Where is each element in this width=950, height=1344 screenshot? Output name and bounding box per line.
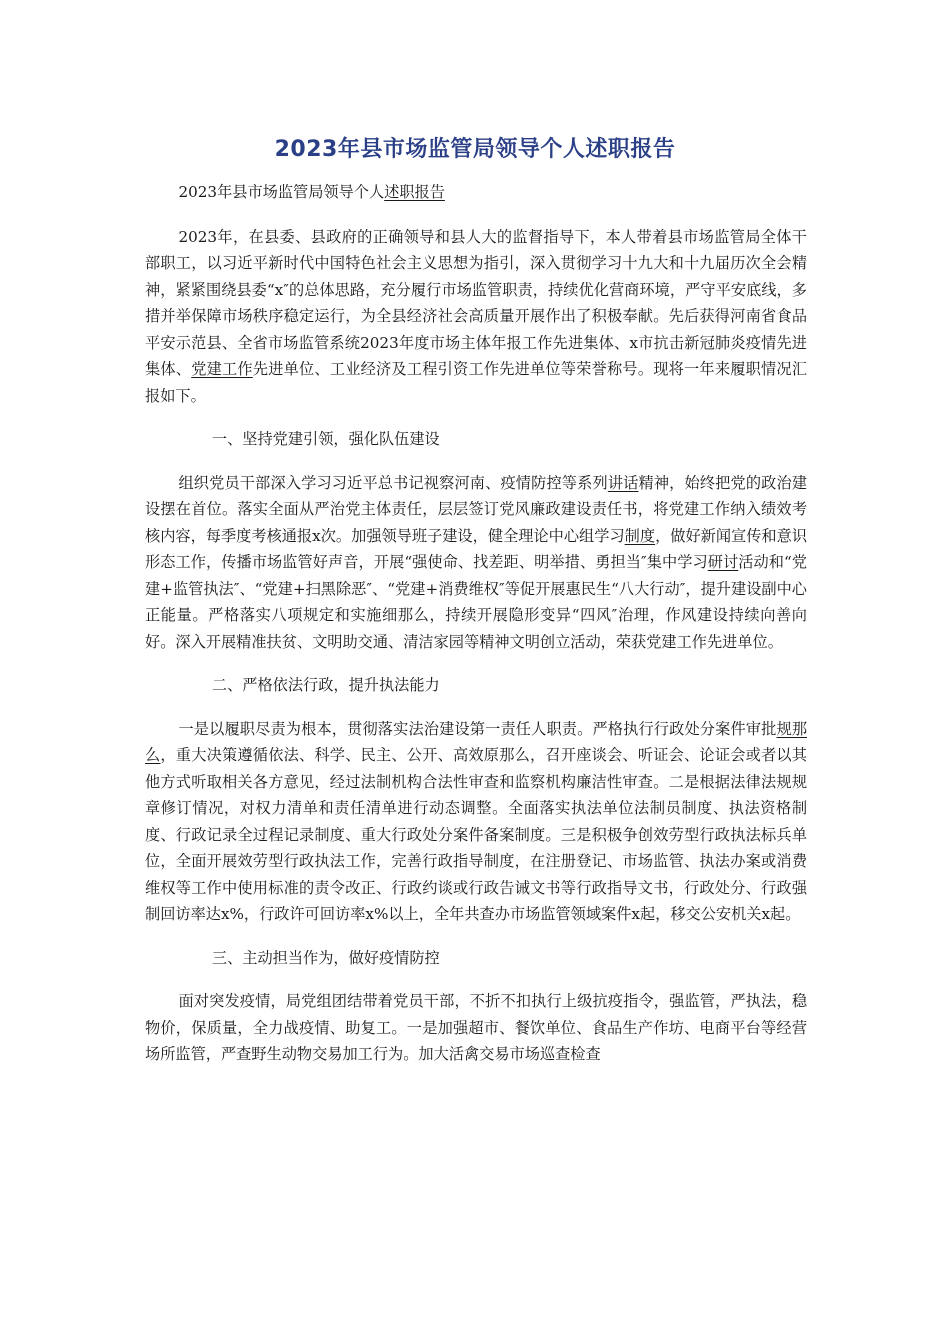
section2-text-b: ，重大决策遵循依法、科学、民主、公开、高效原那么，召开座谈会、听证会、论证会或者以其他方式听取相关各方意见，经过法制机构合法性审查和监察机构廉洁性审查。二是根据法律法规规章修订情况，对权力清单和责任清单进行动态调整。全面落实执法单位法制员制度、执法资格制度、行政记录全过程记录制度、重大行政处分案件备案制度。三是积极争创效劳型行政执法标兵单位，全面开展效劳型行政执法工作，完善行政指导制度，在注册登记、市场监管、执法办案或消费维权等工作中使用标准的责令改正、行政约谈或行政告诫文书等行政指导文书，行政处分、行政强制回访率达x%，行政许可回访率x%以上，全年共查办市场监管领域案件x起，移交公安机关x起。 <box>145 746 808 923</box>
intro-text-a: 2023年，在县委、县政府的正确领导和县人大的监督指导下，本人带着县市场监管局全体干部职工，以习近平新时代中国特色社会主义思想为指引，深入贯彻学习十九大和十九届历次全会精神，紧紧围绕县委“x″的总体思路，充分履行市场监管职责，持续优化营商环境，严守平安底线，多措并举保障市场秩序稳定运行，为全县经济社会高质量开展作出了积极奉献。先后获得河南省食品平安示范县、全省市场监管系统2023年度市场主体年报工作先进集体、x市抗击新冠肺炎疫情先进集体、 <box>145 227 807 378</box>
section1-text-b: 精神，始终把党的政治建设摆在首位。落实全面从严治党主体责任，层层签订党风廉政建设责任书，将党建工作纳入绩效考核内容，每季度考核通报x次。加强领导班子建设，健全理论中心组学习 <box>145 473 808 545</box>
system-link[interactable]: 制度 <box>624 526 656 545</box>
document-body <box>145 179 807 1085</box>
rules-link[interactable]: 规那么 <box>145 719 808 764</box>
section2-paragraph <box>145 716 807 928</box>
subtitle-line <box>145 179 807 206</box>
section1-heading: 一、坚持党建引领，强化队伍建设 <box>211 430 440 448</box>
section1-text-a: 组织党员干部深入学习习近平总书记视察河南、疫情防控等系列 <box>178 473 608 492</box>
section1-paragraph <box>145 470 807 656</box>
section3-paragraph: 面对突发疫情，局党组团结带着党员干部，不折不扣执行上级抗疫指令，强监管，严执法，稳物价，保质量，全力战疫情、助复工。一是加强超市、餐饮单位、食品生产作坊、电商平台等经营场所监管，严查野生动物交易加工行为。加大活禽交易市场巡查检查 <box>145 992 807 1063</box>
subtitle-text: 2023年县市场监管局领导个人 <box>178 183 385 201</box>
section1-text-d: 活动和“党建+监管执法″、“党建+扫黑除恶″、“党建+消费维权″等促开展惠民生“八大行动″，提升建设副中心正能量。严格落实八项规定和实施细那么，持续开展隐形变异“四风″治理，作风建设持续向善向好。深入开展精准扶贫、文明助交通、清洁家园等精神文明创立活动，荣获党建工作先进单位。 <box>145 553 808 651</box>
section3-heading: 三、主动担当作为，做好疫情防控 <box>211 948 440 967</box>
section2-heading: 二、严格依法行政，提升执法能力 <box>211 676 440 694</box>
section2-text-a: 一是以履职尽责为根本，贯彻落实法治建设第一责任人职责。严格执行行政处分案件审批 <box>178 719 777 738</box>
document-title: 2023年县市场监管局领导个人述职报告 <box>274 137 676 162</box>
seminar-link[interactable]: 研讨 <box>707 553 739 571</box>
party-work-link[interactable]: 党建工作 <box>191 360 253 378</box>
intro-paragraph <box>145 224 807 410</box>
intro-text-b: 先进单位、工业经济及工程引资工作先进单位等荣誉称号。现将一年来履职情况汇报如下。 <box>145 360 808 405</box>
section1-text-c: ，做好新闻宣传和意识形态工作，传播市场监管好声音，开展“强使命、找差距、明举措、勇担当″集中学习 <box>145 526 808 571</box>
speech-link[interactable]: 讲话 <box>607 473 639 492</box>
subtitle-link[interactable]: 述职报告 <box>384 183 445 201</box>
